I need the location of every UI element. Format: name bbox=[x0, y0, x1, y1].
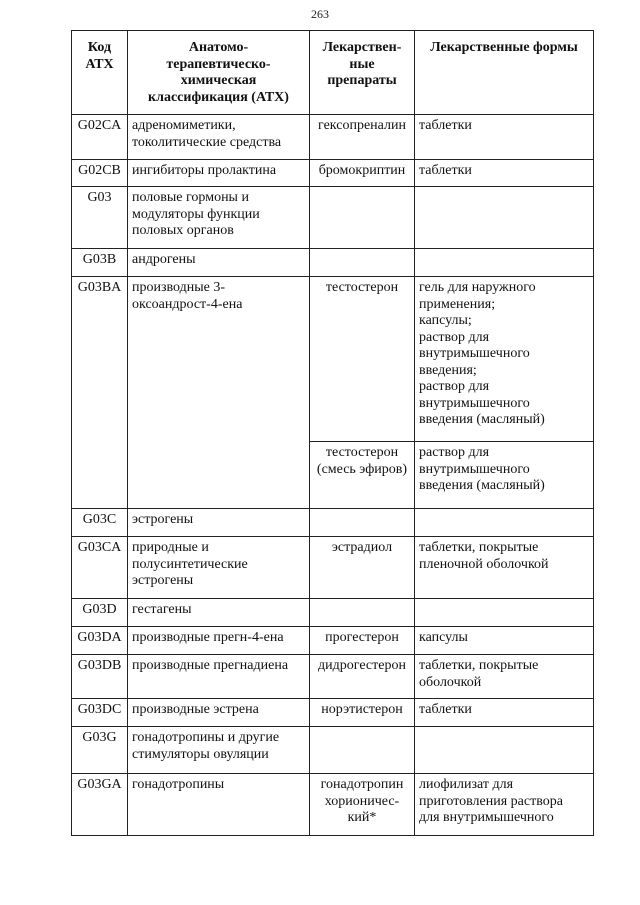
row-classification: ингибиторы пролактина bbox=[128, 160, 310, 187]
row-form: гель для наружного применения; капсулы; раствор для внутримышечного введения; раствор для внутримышечного введения (масляный) bbox=[415, 277, 594, 442]
row-code: G03 bbox=[72, 187, 128, 249]
row-form bbox=[415, 599, 594, 627]
table-row bbox=[72, 115, 594, 160]
row-drug: тестостерон (смесь эфиров) bbox=[310, 442, 415, 509]
row-form: таблетки bbox=[415, 115, 594, 160]
header-drugs: Лекарствен- ные препараты bbox=[310, 31, 415, 115]
table-row bbox=[72, 187, 594, 249]
table-header-row bbox=[72, 31, 594, 115]
row-classification: производные прегнадиена bbox=[128, 655, 310, 699]
table-row bbox=[72, 627, 594, 655]
row-drug: тестостерон bbox=[310, 277, 415, 442]
row-drug: гексопреналин bbox=[310, 115, 415, 160]
table-row bbox=[72, 249, 594, 277]
row-form: раствор для внутримышечного введения (масляный) bbox=[415, 442, 594, 509]
row-drug bbox=[310, 599, 415, 627]
row-drug bbox=[310, 187, 415, 249]
row-classification: гестагены bbox=[128, 599, 310, 627]
row-code: G02CA bbox=[72, 115, 128, 160]
row-drug: норэтистерон bbox=[310, 699, 415, 727]
row-code: G03B bbox=[72, 249, 128, 277]
row-code: G02CB bbox=[72, 160, 128, 187]
row-code: G03C bbox=[72, 509, 128, 537]
header-forms: Лекарственные формы bbox=[415, 31, 594, 115]
table-row bbox=[72, 277, 594, 442]
row-classification: адреномиметики, токолитические средства bbox=[128, 115, 310, 160]
row-classification: производные прегн-4-ена bbox=[128, 627, 310, 655]
row-form: таблетки bbox=[415, 160, 594, 187]
row-code: G03DA bbox=[72, 627, 128, 655]
header-classification: Анатомо- терапевтическо- химическая классификация (АТХ) bbox=[128, 31, 310, 115]
row-form: таблетки bbox=[415, 699, 594, 727]
row-form: таблетки, покрытые оболочкой bbox=[415, 655, 594, 699]
row-form bbox=[415, 249, 594, 277]
table-row bbox=[72, 727, 594, 774]
row-code: G03DC bbox=[72, 699, 128, 727]
row-drug bbox=[310, 249, 415, 277]
row-classification: производные 3- оксоандрост-4-ена bbox=[128, 277, 310, 509]
row-code: G03GA bbox=[72, 774, 128, 836]
row-classification: эстрогены bbox=[128, 509, 310, 537]
table-row bbox=[72, 160, 594, 187]
table-row bbox=[72, 774, 594, 836]
row-form bbox=[415, 509, 594, 537]
row-form bbox=[415, 187, 594, 249]
table-row bbox=[72, 537, 594, 599]
row-form: таблетки, покрытые пленочной оболочкой bbox=[415, 537, 594, 599]
row-code: G03D bbox=[72, 599, 128, 627]
table-row bbox=[72, 509, 594, 537]
row-form bbox=[415, 727, 594, 774]
row-drug: эстрадиол bbox=[310, 537, 415, 599]
page-number: 263 bbox=[311, 7, 329, 21]
row-classification: половые гормоны и модуляторы функции половых органов bbox=[128, 187, 310, 249]
row-drug bbox=[310, 727, 415, 774]
row-drug bbox=[310, 509, 415, 537]
row-form: капсулы bbox=[415, 627, 594, 655]
row-drug: гонадотропин хорионичес- кий* bbox=[310, 774, 415, 836]
row-classification: природные и полусинтетические эстрогены bbox=[128, 537, 310, 599]
table-row bbox=[72, 599, 594, 627]
row-classification: гонадотропины bbox=[128, 774, 310, 836]
row-classification: андрогены bbox=[128, 249, 310, 277]
table-row bbox=[72, 699, 594, 727]
row-classification: гонадотропины и другие стимуляторы овуляции bbox=[128, 727, 310, 774]
row-code: G03DB bbox=[72, 655, 128, 699]
table-row bbox=[72, 655, 594, 699]
atx-table bbox=[71, 30, 594, 836]
row-code: G03G bbox=[72, 727, 128, 774]
row-form: лиофилизат для приготовления раствора для внутримышечного bbox=[415, 774, 594, 836]
row-drug: дидрогестерон bbox=[310, 655, 415, 699]
row-classification: производные эстрена bbox=[128, 699, 310, 727]
row-drug: прогестерон bbox=[310, 627, 415, 655]
row-drug: бромокриптин bbox=[310, 160, 415, 187]
row-code: G03CA bbox=[72, 537, 128, 599]
header-code: Код АТХ bbox=[72, 31, 128, 115]
row-code: G03BA bbox=[72, 277, 128, 509]
